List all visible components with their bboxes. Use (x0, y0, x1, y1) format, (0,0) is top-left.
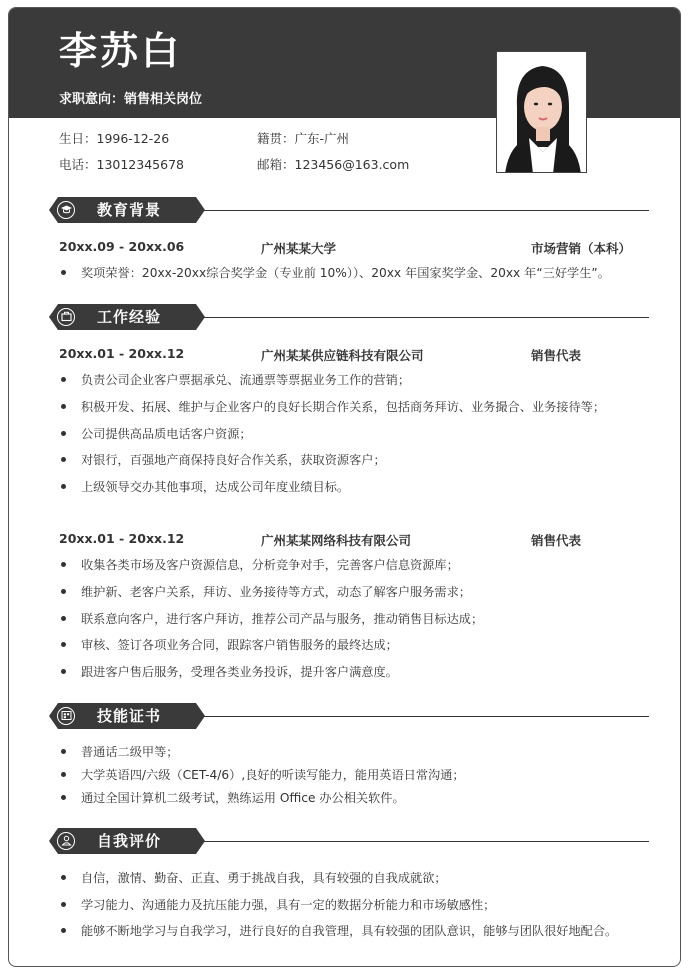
list-item: 普通话二级甲等； (61, 744, 179, 760)
briefcase-icon (57, 308, 75, 326)
job-role: 销售代表 (531, 533, 582, 548)
section-education (49, 195, 649, 225)
section-work (49, 302, 649, 332)
job-intention: 求职意向：销售相关岗位 (59, 92, 203, 107)
section-self-evaluation (49, 826, 649, 856)
section-divider (199, 716, 649, 717)
certificate-icon (57, 707, 75, 725)
profile-photo (496, 51, 587, 173)
section-title: 技能证书 (97, 707, 162, 725)
list-item: 跟进客户售后服务，受理各类业务投诉，提升客户满意度。 (61, 664, 398, 680)
list-item: 对银行，百强地产商保持良好合作关系，获取资源客户； (61, 452, 386, 468)
section-divider (199, 210, 649, 211)
list-item: 通过全国计算机二级考试，熟练运用 Office 办公相关软件。 (61, 790, 405, 806)
list-item: 积极开发、拓展、维护与企业客户的良好长期合作关系，包括商务拜访、业务撮合、业务接待等； (61, 399, 605, 415)
section-title: 教育背景 (97, 201, 162, 219)
education-school: 广州某某大学 (261, 241, 337, 256)
list-item: 能够不断地学习与自我学习，进行良好的自我管理，具有较强的团队意识，能够与团队很好地配合。 (61, 923, 617, 939)
list-item: 大学英语四/六级（CET-4/6）,良好的听读写能力，能用英语日常沟通； (61, 767, 465, 783)
job-period: 20xx.01 - 20xx.12 (59, 531, 185, 546)
resume-page (8, 7, 681, 967)
list-item: 自信，激情、勤奋、正直、勇于挑战自我，具有较强的自我成就欲； (61, 870, 447, 886)
birth-date: 生日：1996-12-26 (59, 131, 170, 146)
list-item: 审核、签订各项业务合同，跟踪客户销售服务的最终达成； (61, 637, 398, 653)
phone-number: 电话：13012345678 (59, 157, 184, 172)
education-major: 市场营销（本科） (531, 241, 632, 256)
job-company: 广州某某供应链科技有限公司 (261, 348, 424, 363)
email-address: 邮箱：123456@163.com (257, 157, 410, 172)
graduation-cap-icon (57, 201, 75, 219)
candidate-name: 李苏白 (59, 29, 183, 73)
section-divider (199, 841, 649, 842)
list-item: 学习能力、沟通能力及抗压能力强，具有一定的数据分析能力和市场敏感性； (61, 897, 495, 913)
list-item: 维护新、老客户关系，拜访、业务接待等方式，动态了解客户服务需求； (61, 584, 471, 600)
section-skills (49, 701, 649, 731)
list-item: 上级领导交办其他事项，达成公司年度业绩目标。 (61, 479, 349, 495)
education-period: 20xx.09 - 20xx.06 (59, 239, 185, 254)
job-company: 广州某某网络科技有限公司 (261, 533, 412, 548)
list-item: 联系意向客户，进行客户拜访，推荐公司产品与服务，推动销售目标达成； (61, 611, 483, 627)
list-item: 负责公司企业客户票据承兑、流通票等票据业务工作的营销； (61, 372, 410, 388)
section-title: 工作经验 (97, 308, 162, 326)
native-place: 籍贯：广东-广州 (257, 131, 350, 146)
section-title: 自我评价 (97, 832, 162, 850)
list-item: 公司提供高品质电话客户资源； (61, 426, 252, 442)
job-period: 20xx.01 - 20xx.12 (59, 346, 185, 361)
list-item: 奖项荣誉：20xx-20xx综合奖学金（专业前 10%））、20xx 年国家奖学金、20xx 年“三好学生”。 (61, 265, 610, 281)
list-item: 收集各类市场及客户资源信息，分析竞争对手，完善客户信息资源库； (61, 557, 459, 573)
section-divider (199, 317, 649, 318)
job-role: 销售代表 (531, 348, 582, 363)
user-icon (57, 832, 75, 850)
